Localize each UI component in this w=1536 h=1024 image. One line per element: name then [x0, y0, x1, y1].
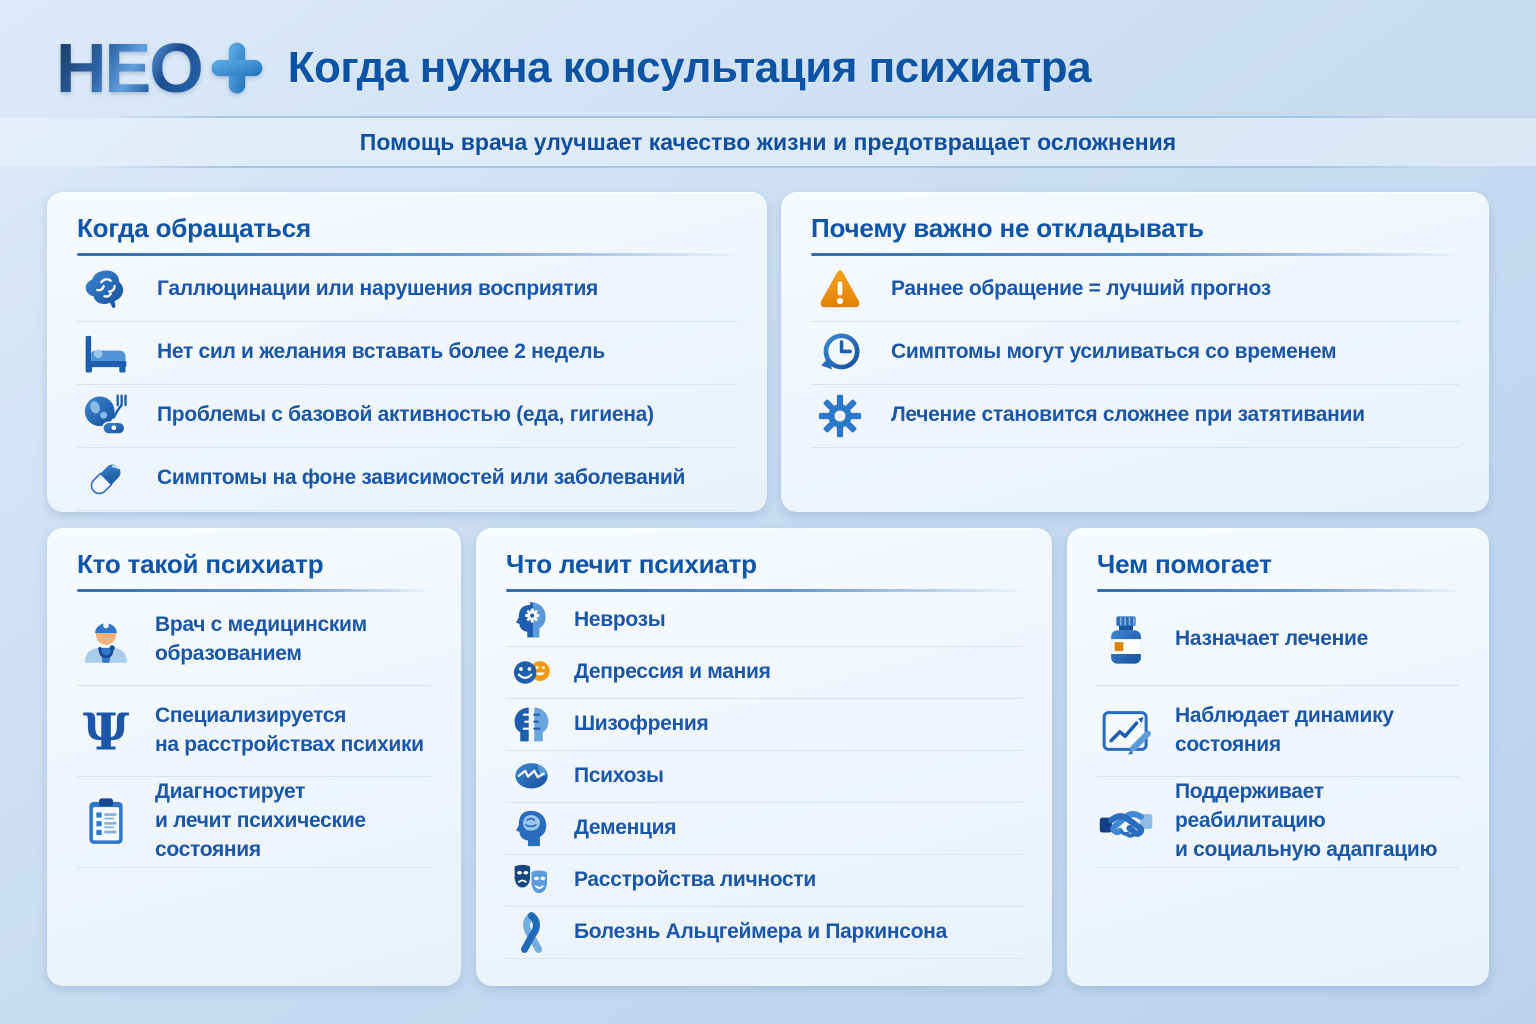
content	[0, 168, 1536, 986]
list-item	[811, 259, 1459, 322]
masks-icon	[506, 858, 556, 903]
card-title-rule	[77, 253, 737, 256]
list-item	[77, 322, 737, 385]
list-item	[1097, 777, 1459, 868]
list-item	[811, 322, 1459, 385]
card-title: Что лечит психиатр	[506, 549, 757, 579]
list-item	[506, 907, 1022, 959]
item-label: Лечение становится сложнее при затятивании	[891, 403, 1365, 427]
item-label: Симптомы на фоне зависимостей или заболеваний	[157, 466, 686, 490]
list-item	[506, 751, 1022, 803]
plus-icon	[208, 39, 266, 97]
split-head-icon	[506, 702, 556, 747]
card-what-psychiatrist-treats	[476, 528, 1052, 986]
pill-icon	[77, 454, 135, 504]
item-label: Специализируется на расстройствах психики	[155, 703, 424, 756]
item-label: Наблюдает динамику состояния	[1175, 703, 1394, 756]
clipboard-icon	[77, 794, 135, 850]
item-label: Диагностирует и лечит психические состояния	[155, 780, 366, 861]
why-list	[811, 259, 1459, 448]
item-label: Расстройства личности	[574, 867, 816, 891]
neo-plus-logo	[56, 29, 266, 107]
card-when-to-seek-help	[47, 192, 767, 512]
head-brain-icon	[506, 806, 556, 851]
faces-icon	[506, 650, 556, 695]
item-label: Раннее обращение = лучший прогноз	[891, 277, 1271, 301]
bed-icon	[77, 328, 135, 378]
item-label: Врач с медицинским образованием	[155, 612, 367, 665]
head-gear-icon	[506, 598, 556, 643]
item-label: Болезнь Альцгеймера и Паркинсона	[574, 919, 947, 943]
doctor-icon	[77, 612, 135, 668]
logo-text: НЕО	[56, 29, 202, 107]
card-title-rule	[1097, 589, 1459, 592]
card-title: Кто такой психиатр	[77, 549, 324, 579]
item-label: Неврозы	[574, 607, 666, 631]
page-subtitle: Помощь врача улучшает качество жизни и предотвращает осложнения	[359, 128, 1177, 155]
card-how-helps	[1067, 528, 1489, 986]
list-item	[506, 855, 1022, 907]
treats-list	[506, 595, 1022, 959]
item-label: Поддерживает реабилитацию и социальную адапгацию	[1175, 780, 1438, 861]
list-item	[77, 259, 737, 322]
list-item	[1097, 686, 1459, 777]
list-item	[506, 647, 1022, 699]
card-title-rule	[811, 253, 1459, 256]
list-item	[506, 699, 1022, 751]
helps-list	[1097, 595, 1459, 868]
list-item	[506, 595, 1022, 647]
card-who-is-psychiatrist	[47, 528, 461, 986]
who-list	[77, 595, 431, 868]
item-label: Психозы	[574, 763, 664, 787]
list-item	[77, 385, 737, 448]
card-why-not-delay	[781, 192, 1489, 512]
item-label: Проблемы с базовой активностью (еда, гигиена)	[157, 403, 654, 427]
svg-text:Ψ: Ψ	[82, 702, 130, 759]
item-label: Деменция	[574, 815, 677, 839]
list-item	[77, 448, 737, 511]
history-clock-icon	[811, 328, 869, 378]
ribbon-icon	[506, 910, 556, 955]
item-label: Депрессия и мания	[574, 659, 771, 683]
card-title: Чем помогает	[1097, 549, 1272, 579]
list-item	[77, 686, 431, 777]
list-item	[811, 385, 1459, 448]
card-title: Когда обращаться	[77, 213, 311, 243]
page-title: Когда нужна консультация психиатра	[287, 43, 1092, 92]
list-item	[1097, 595, 1459, 686]
warning-icon	[811, 265, 869, 315]
gear-icon	[811, 391, 869, 441]
item-label: Симптомы могут усиливаться со временем	[891, 340, 1337, 364]
meal-icon	[77, 391, 135, 441]
list-item	[77, 595, 431, 686]
brain-icon	[77, 265, 135, 315]
medicine-bottle-icon	[1097, 612, 1155, 668]
item-label: Шизофрения	[574, 711, 709, 735]
item-label: Нет сил и желания вставать более 2 недель	[157, 340, 605, 364]
card-title: Почему важно не откладывать	[811, 213, 1204, 243]
when-list	[77, 259, 737, 511]
header	[0, 0, 1536, 168]
handshake-icon	[1097, 794, 1155, 850]
list-item	[77, 777, 431, 868]
list-item	[506, 803, 1022, 855]
brain-crack-icon	[506, 754, 556, 799]
card-title-rule	[77, 589, 431, 592]
item-label: Назначает лечение	[1175, 627, 1369, 651]
card-title-rule	[506, 589, 1022, 592]
psi-icon	[77, 703, 135, 759]
chart-icon	[1097, 703, 1155, 759]
item-label: Галлюцинации или нарушения восприятия	[157, 277, 599, 301]
subtitle-band	[0, 118, 1536, 166]
